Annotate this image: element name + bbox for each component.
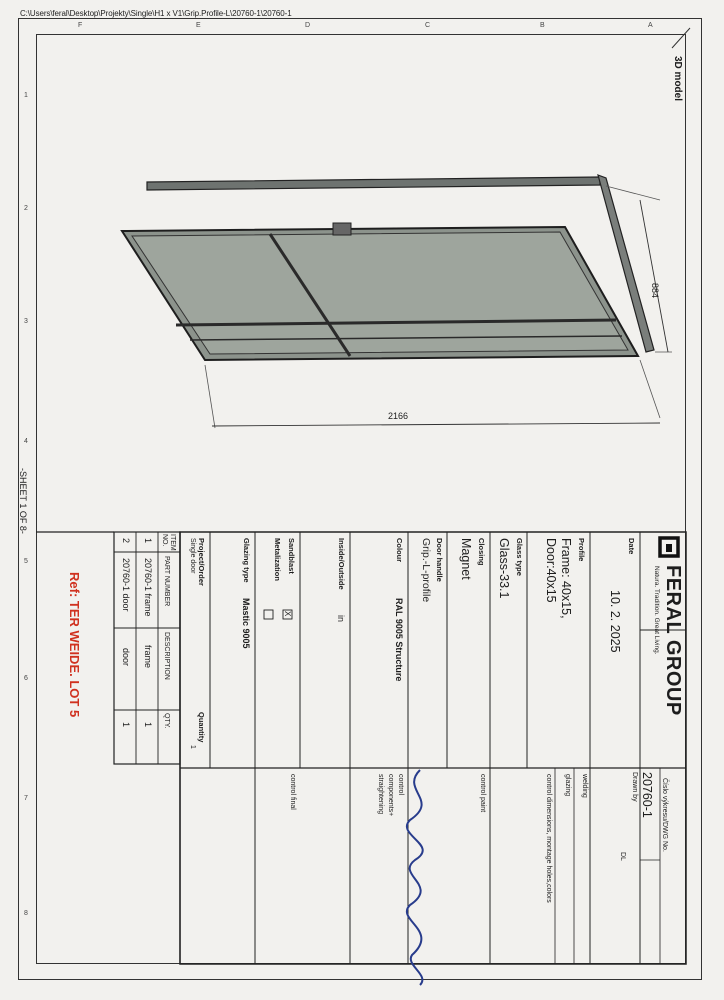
- glazing-label: Glazing type: [242, 538, 251, 583]
- bom-row-qty: 1: [143, 722, 153, 728]
- bom-header-qty: QTY.: [163, 713, 170, 729]
- dim-extension: [205, 365, 215, 428]
- zone-label: C: [425, 22, 431, 29]
- inout-value: in: [336, 615, 346, 623]
- sandblast-label: Sandblast: [287, 538, 296, 574]
- metalization-checkbox: [264, 610, 273, 619]
- bom-row-desc: door: [121, 648, 131, 667]
- check-control-components3: straightening: [377, 774, 384, 815]
- profile-line1: Frame: 40x15,: [559, 538, 573, 619]
- zone-label: 2: [24, 205, 28, 212]
- zone-label: F: [78, 22, 83, 29]
- colour-value: RAL 9005 Structure: [394, 598, 404, 682]
- quantity-value: 1: [189, 745, 196, 749]
- zone-label: D: [305, 22, 311, 29]
- bom-header-desc: DESCRIPTION: [163, 632, 170, 680]
- drawn-by-label: Drawn by: [631, 772, 638, 802]
- profile-line2: Door:40x15: [544, 538, 558, 603]
- file-path: C:\Users\feral\Desktop\Projekty\Single\H1 x V1\Grip.Profile-L\20760-1\20760-1: [20, 9, 292, 18]
- date-value: 10. 2. 2025: [608, 590, 622, 653]
- metalization-label: Metalization: [273, 538, 282, 581]
- bom-row-part: 20760-1 door: [121, 558, 131, 612]
- check-welding: welding: [581, 774, 588, 798]
- signature: [407, 770, 423, 985]
- closing-value: Magnet: [459, 538, 473, 580]
- closing-label: Closing: [477, 538, 486, 566]
- zone-label: E: [196, 22, 201, 29]
- zone-label: 4: [24, 438, 28, 445]
- glass-pane: [132, 232, 628, 354]
- zone-label: B: [540, 22, 545, 29]
- dwg-no: 20760-1: [640, 772, 654, 818]
- bom-row-part: 20760-1 frame: [143, 558, 153, 617]
- bom-row-qty: 1: [121, 722, 131, 728]
- handle-value: Grip.-L-profile: [420, 538, 432, 603]
- handle-label: Door handle: [435, 538, 444, 582]
- drawn-by: DL: [619, 852, 626, 861]
- zone-label: 3: [24, 318, 28, 325]
- dim-extension: [640, 360, 660, 418]
- profile-label: Profile: [577, 538, 586, 562]
- zone-label: A: [648, 22, 653, 29]
- check-glazing: glazing: [564, 774, 571, 797]
- dim-extension: [606, 186, 660, 200]
- sandblast-mark: X: [283, 611, 292, 617]
- glass-value: Glass-33.1: [497, 538, 511, 599]
- dim-line-length: [212, 423, 660, 426]
- company-name: FERAL GROUP: [662, 565, 684, 716]
- check-control-dims: control dimensions, montage holes,colors: [545, 774, 552, 903]
- dwg-no-label: Číslo výkresu/DWG No.: [661, 778, 668, 852]
- glass-label: Glass type: [515, 538, 524, 576]
- zone-label: 5: [24, 558, 28, 565]
- dim-width-label: 884: [650, 283, 660, 299]
- sheet-indicator: -SHEET 1 OF 8-: [18, 468, 28, 534]
- bom-row-desc: frame: [143, 645, 153, 669]
- quantity-label: Quantity: [197, 712, 206, 743]
- reference-note: Ref: TER WEIDE. LOT 5: [67, 572, 82, 718]
- corner-mark: [672, 28, 690, 48]
- project-value: Single door: [189, 538, 196, 574]
- check-control-paint: control paint: [479, 774, 486, 813]
- glazing-value: Mastic 9005: [241, 598, 251, 649]
- project-label: Project/Order: [197, 538, 206, 586]
- handle-grip: [333, 223, 351, 235]
- check-control-final: control final: [289, 774, 296, 810]
- colour-label: Colour: [395, 538, 404, 563]
- zone-label: 6: [24, 675, 28, 682]
- view-label: 3D model: [672, 56, 683, 102]
- bom-header-part: PART NUMBER: [163, 556, 170, 607]
- dim-length-label: 2166: [388, 411, 409, 421]
- inout-label: Inside/Outside: [337, 538, 346, 590]
- zone-label: 1: [24, 92, 28, 99]
- bom-row-item: 2: [121, 538, 131, 544]
- zone-label: 8: [24, 910, 28, 917]
- bom-header-item: ITEM NO.: [161, 534, 176, 551]
- check-control-components: control: [397, 774, 404, 796]
- zone-label: 7: [24, 795, 28, 802]
- bom-row-item: 1: [143, 538, 153, 544]
- date-label: Date: [627, 538, 636, 555]
- company-tagline: Natura. Tradition. Great Living.: [653, 566, 660, 655]
- check-control-components2: components+: [387, 774, 394, 817]
- frame-top-rail: [147, 177, 600, 190]
